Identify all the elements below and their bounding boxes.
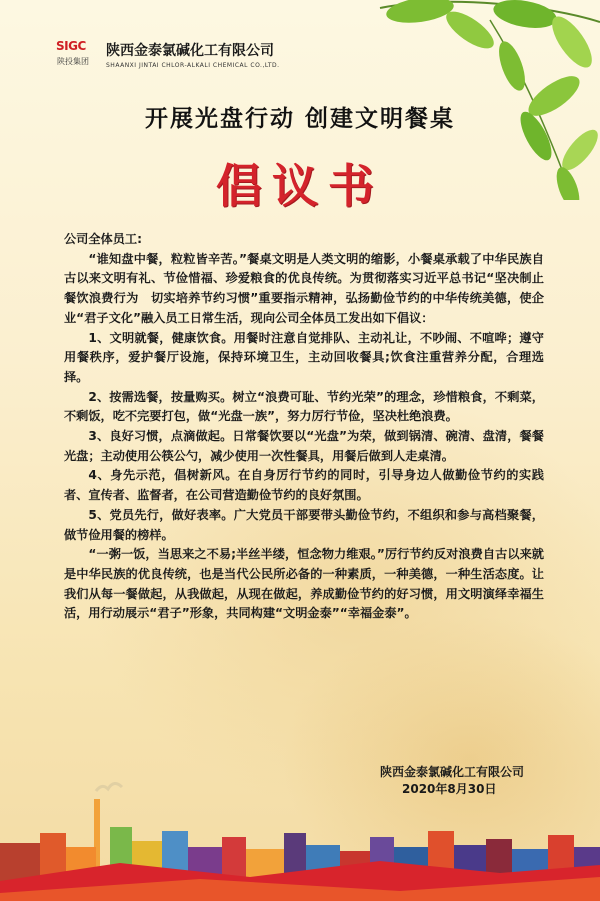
paragraph-item-3: 3、良好习惯，点滴做起。日常餐饮要以“光盘”为荣，做到锅清、碗清、盘清，餐餐光盘；主动使用公筷公勺，减少使用一次性餐具，用餐后做到人走桌清。 (64, 429, 544, 463)
paragraph-intro: “谁知盘中餐，粒粒皆辛苦。”餐桌文明是人类文明的缩影，小餐桌承载了中华民族自古以来文明有礼、节俭惜福、珍爱粮食的优良传统。为贯彻落实习近平总书记“坚决制止餐饮浪费行为 切实培养节约习惯”重要指示精神，弘扬勤俭节约的中华传统美德，使企业“君子文化”融入员工日常生活，现向公司全体员工发出如下倡议： (64, 251, 544, 325)
company-name-cn: 陕西金泰氯碱化工有限公司 (106, 42, 274, 59)
paragraph-item-4: 4、身先示范，倡树新风。在自身厉行节约的同时，引导身边人做勤俭节约的实践者、宣传者、监督者，在公司营造勤俭节约的良好氛围。 (64, 468, 544, 503)
company-name-en: SHAANXI JINTAI CHLOR-ALKALI CHEMICAL CO.,LTD. (106, 61, 280, 69)
logo-mark-text: SIGC (56, 39, 86, 53)
company-header (56, 36, 280, 72)
company-logo (56, 39, 98, 69)
document-title: 倡议书 (216, 159, 384, 213)
signature-date: 2020年8月30日 (402, 782, 497, 796)
paragraph-closing: “一粥一饭，当思来之不易;半丝半缕，恒念物力维艰。”厉行节约反对浪费自古以来就是中华民族的优良传统，也是当代公民所必备的一种素质，一种美德，一种生活态度。让我们从每一餐做起，从我做起，从现在做起，养成勤俭节约的好习惯，用文明演绎幸福生活，用行动展示“君子”形象，共同构建“文明金泰”“幸福金泰”。 (64, 547, 544, 621)
paragraph-item-2: 2、按需选餐，按量购买。树立“浪费可耻、节约光荣”的理念，珍惜粮食，不剩菜，不剩饭，吃不完要打包，做“光盘一族”，努力厉行节俭，坚决杜绝浪费。 (64, 389, 544, 424)
salutation: 公司全体员工: (64, 232, 142, 246)
paragraph-item-1: 1、文明就餐，健康饮食。用餐时注意自觉排队、主动礼让，不吵闹、不喧哗；遵守用餐秩序，爱护餐厅设施，保持环境卫生，主动回收餐具;饮食注重营养分配，合理选择。 (64, 330, 544, 384)
signature-company: 陕西金泰氯碱化工有限公司 (380, 765, 525, 779)
campaign-headline: 开展光盘行动 创建文明餐桌 (144, 106, 455, 132)
city-skyline-decoration (0, 761, 600, 901)
paragraph-item-5: 5、党员先行，做好表率。广大党员干部要带头勤俭节约，不组织和参与高档聚餐，做节俭用餐的榜样。 (64, 507, 544, 542)
proposal-body (64, 230, 544, 624)
logo-group-text: 陕投集团 (57, 57, 89, 66)
